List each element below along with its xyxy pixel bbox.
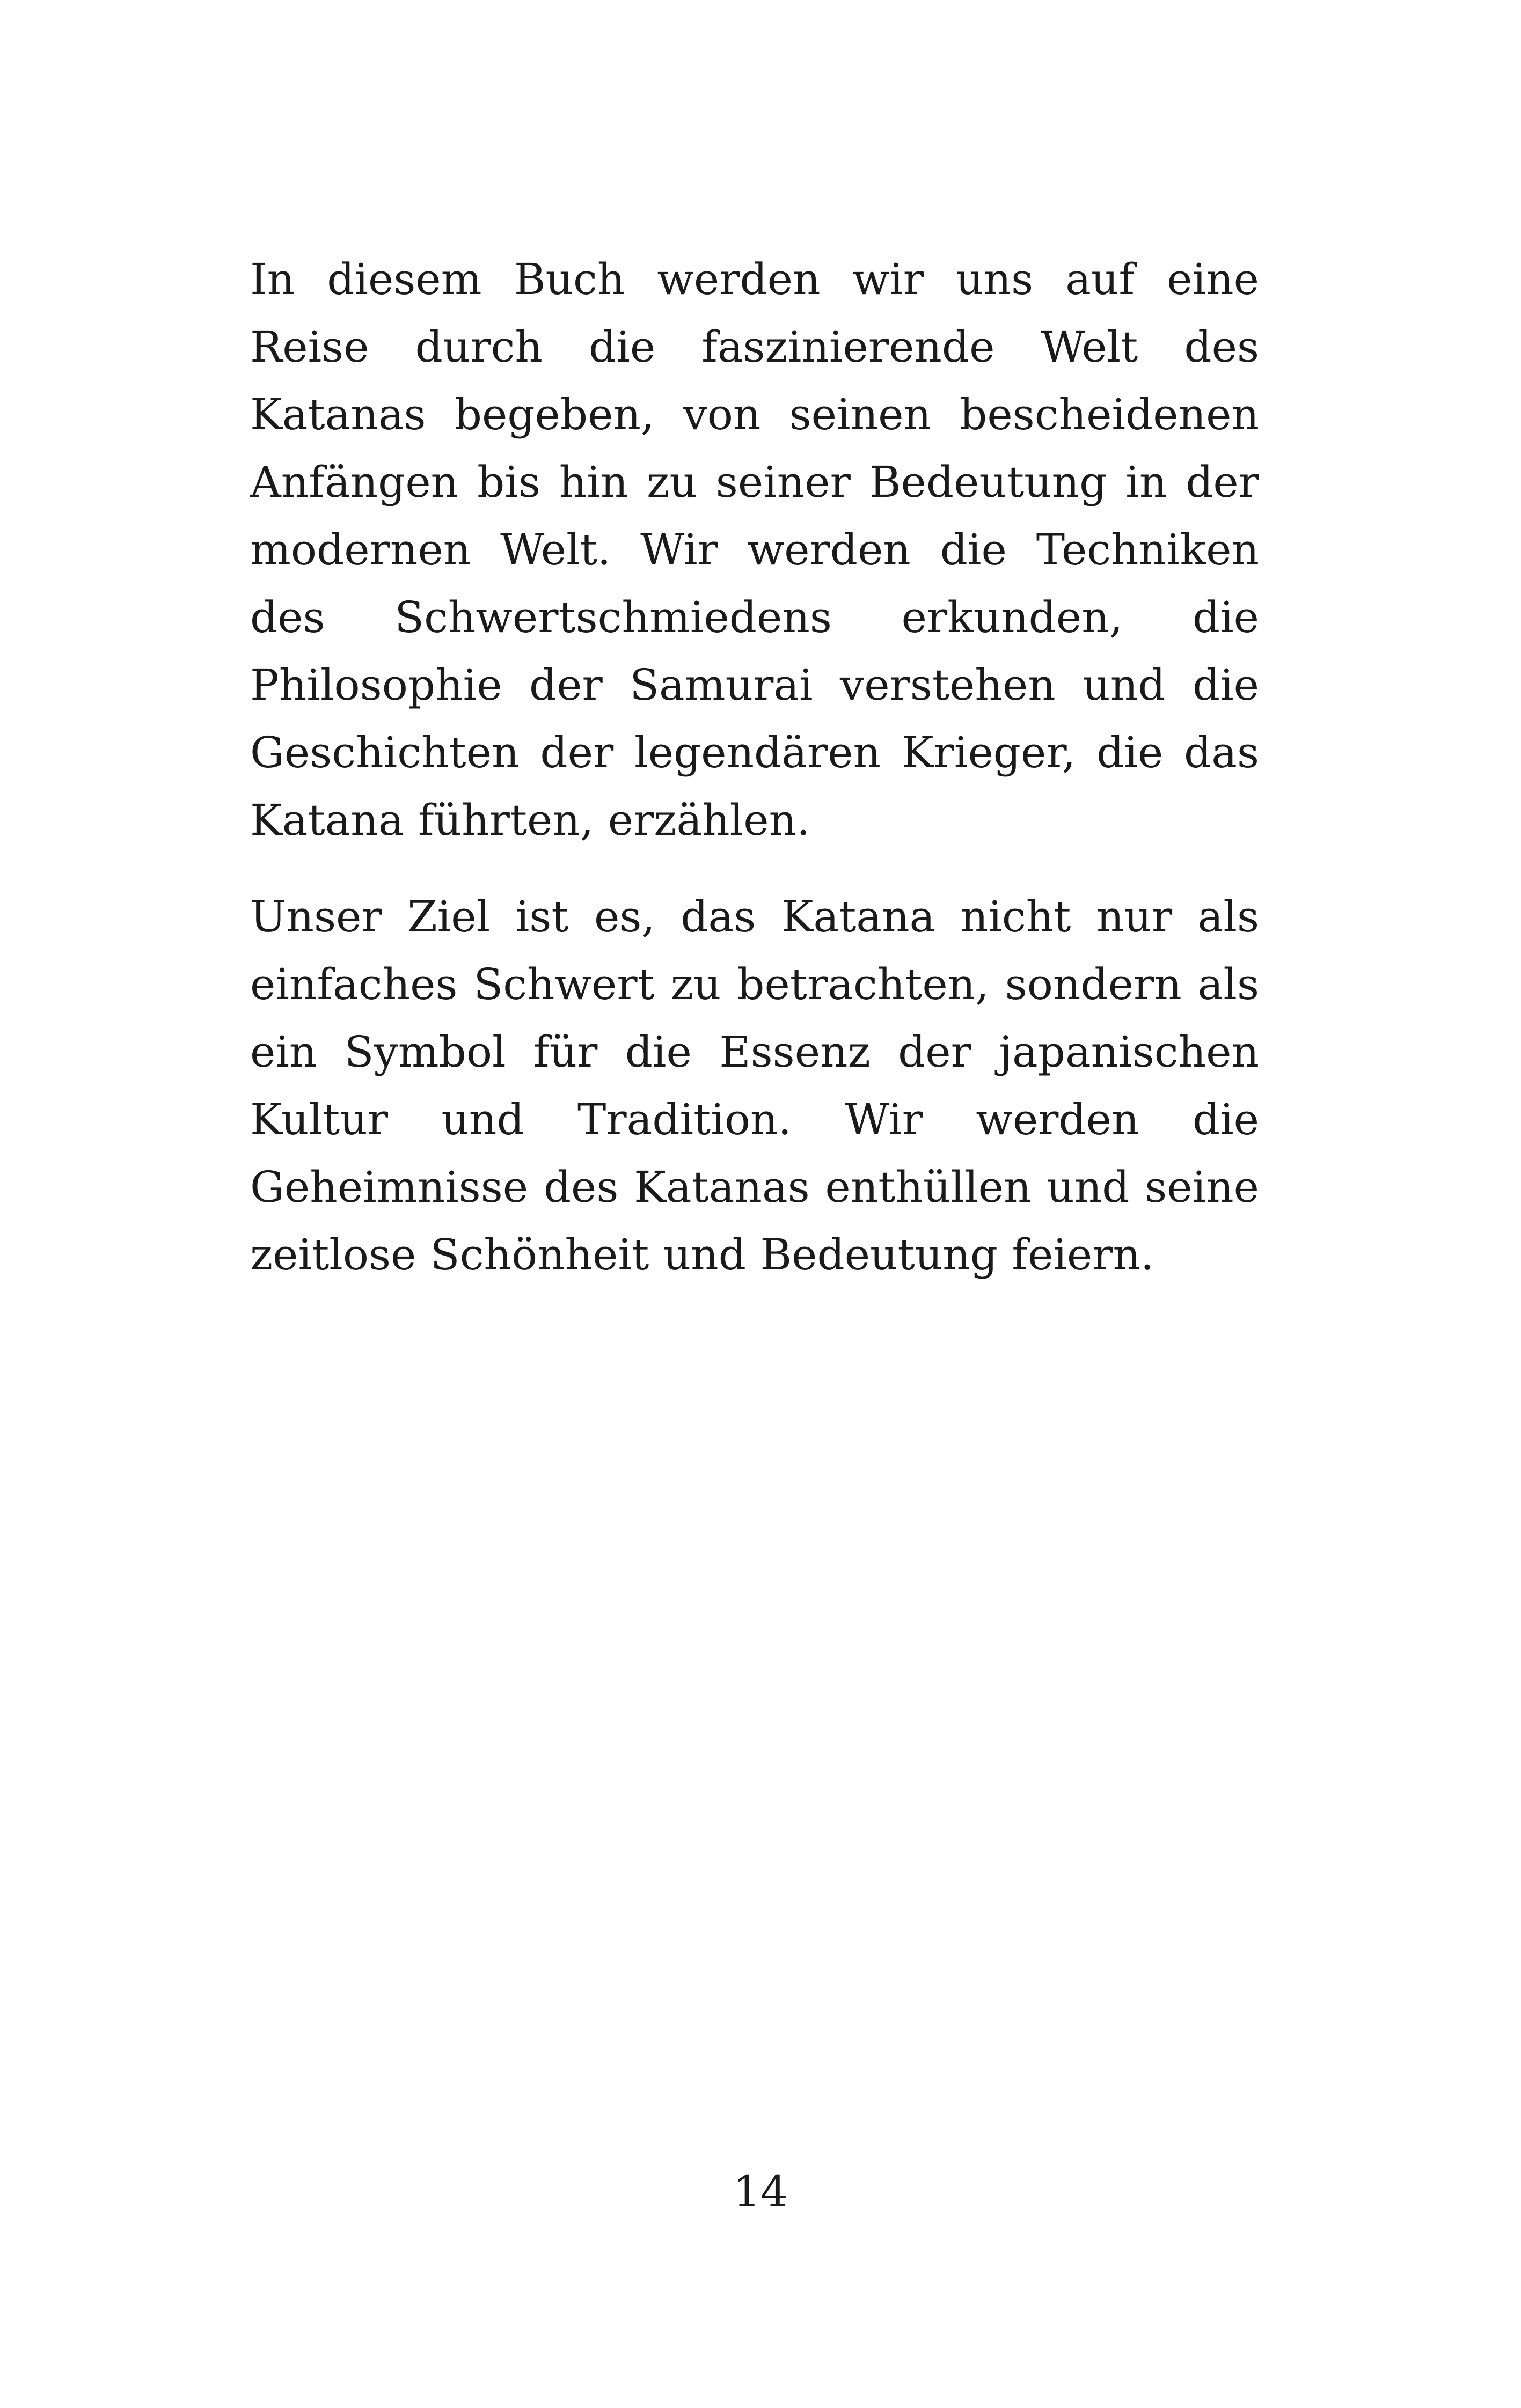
paragraph-1: In diesem Buch werden wir uns auf eine Reise durch die faszinierende Welt des Katanas begeben, von seinen bescheidenen Anfängen bis hin zu seiner Bedeutung in der modernen Welt. Wir werden die Techniken des Schwertschmiedens erkunden, die Philosophie der Samurai verstehen und die Geschichten der legendären Krieger, die das Katana führten, erzählen. bbox=[250, 254, 1259, 845]
page-number: 14 bbox=[733, 2167, 788, 2216]
paragraph-2: Unser Ziel ist es, das Katana nicht nur als einfaches Schwert zu betrachten, sondern als ein Symbol für die Essenz der japanischen Kultur und Tradition. Wir werden die Geheimnisse des Katanas enthüllen und seine zeitlose Schönheit und Bedeutung feiern. bbox=[250, 892, 1259, 1280]
body-text bbox=[250, 246, 1259, 1289]
